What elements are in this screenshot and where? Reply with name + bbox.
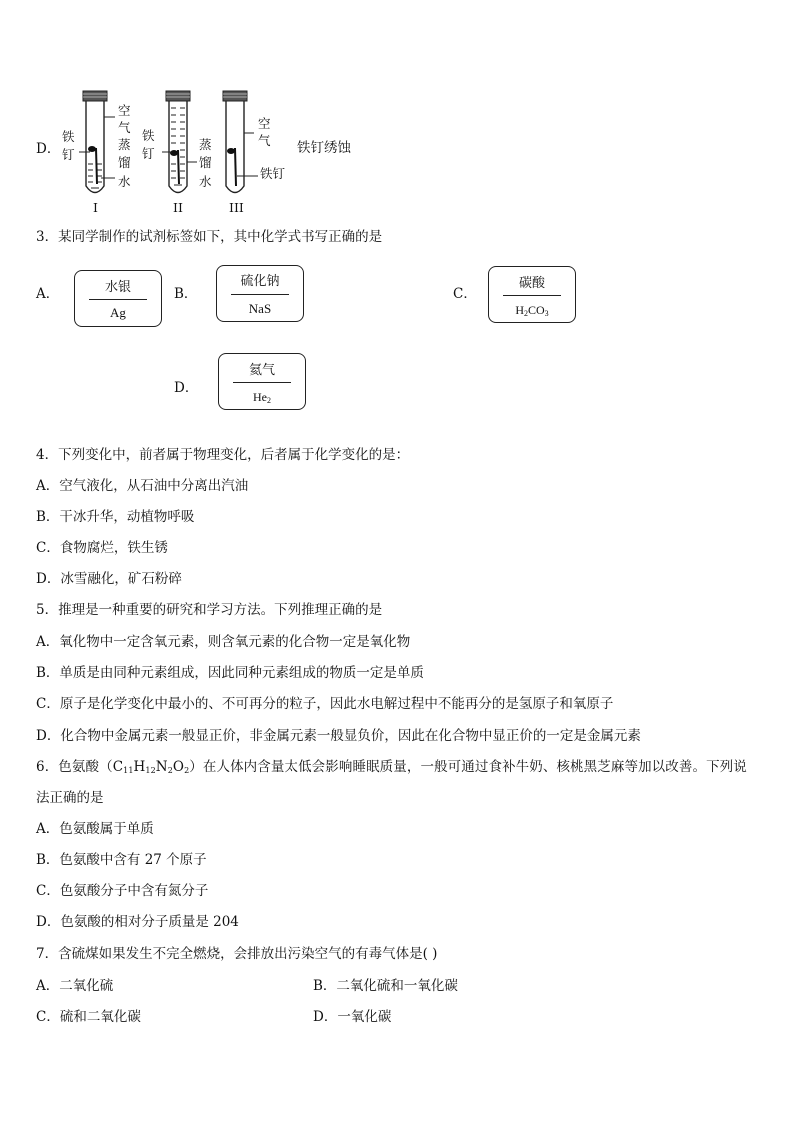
q2-d-option-label: D． bbox=[36, 141, 61, 157]
tube2-water-label-2: 馏 bbox=[199, 155, 212, 170]
q6-stem-line2: 法正确的是 bbox=[36, 790, 104, 806]
q4-option-d: D．冰雪融化，矿石粉碎 bbox=[36, 571, 182, 587]
q7-stem: 7．含硫煤如果发生不完全燃烧，会排放出污染空气的有毒气体是( ) bbox=[36, 946, 438, 962]
tube2-roman: II bbox=[173, 200, 183, 215]
q3-option-c-label: C． bbox=[453, 286, 477, 302]
tube3-air-label-2: 气 bbox=[258, 133, 271, 148]
tube1-roman: I bbox=[93, 200, 98, 215]
reagent-c-divider bbox=[503, 295, 561, 296]
rust-result-text: 铁钉绣蚀 bbox=[297, 140, 351, 156]
tube2-water-label-3: 水 bbox=[199, 174, 212, 189]
q5-option-d: D．化合物中金属元素一般显正价，非金属元素一般显负价，因此在化合物中显正价的一定是金属元素 bbox=[36, 728, 641, 744]
reagent-a-name: 水银 bbox=[104, 280, 131, 295]
tube1-air-label-2: 气 bbox=[118, 120, 131, 135]
tube-1 bbox=[79, 91, 115, 193]
tube1-air-label-1: 空 bbox=[118, 103, 131, 118]
q5-option-a: A．氧化物中一定含氧元素，则含氧元素的化合物一定是氧化物 bbox=[36, 634, 411, 650]
q4-option-c: C．食物腐烂，铁生锈 bbox=[36, 540, 168, 556]
reagent-a-formula: Ag bbox=[110, 305, 126, 320]
reagent-d-formula: $He_2$ bbox=[253, 390, 271, 405]
reagent-label-c bbox=[488, 266, 576, 323]
tube1-water-label-1: 蒸 bbox=[118, 137, 131, 152]
reagent-d-divider bbox=[233, 382, 291, 383]
q7-option-a: A．二氧化硫 bbox=[36, 978, 114, 994]
q5-stem: 5．推理是一种重要的研究和学习方法。下列推理正确的是 bbox=[36, 602, 383, 618]
reagent-label-a bbox=[74, 270, 162, 327]
q4-option-b: B．干冰升华，动植物呼吸 bbox=[36, 509, 195, 525]
q6-option-b: B．色氨酸中含有 27 个原子 bbox=[36, 852, 207, 868]
water-dashes-1 bbox=[88, 164, 102, 188]
q6-option-a: A．色氨酸属于单质 bbox=[36, 821, 154, 837]
reagent-label-b bbox=[216, 265, 304, 322]
reagent-c-formula: $H_2CO_3$ bbox=[515, 303, 549, 318]
q6-stem: 6．色氨酸$(C_{11}H_{12}N_2O_2)$在人体内含量太低会影响睡眠质量，一般可通过食补牛奶、核桃黑芝麻等加以改善。下列说 bbox=[36, 759, 747, 775]
q3-stem: 3．某同学制作的试剂标签如下，其中化学式书写正确的是 bbox=[36, 229, 383, 245]
q5-option-c: C．原子是化学变化中最小的、不可再分的粒子，因此水电解过程中不能再分的是氢原子和氧原子 bbox=[36, 696, 614, 712]
reagent-b-name: 硫化钠 bbox=[240, 274, 280, 289]
tube-2 bbox=[162, 91, 197, 193]
q3-option-a-label: A． bbox=[36, 286, 60, 302]
reagent-a-divider bbox=[89, 299, 147, 300]
q7-option-d: D．一氧化碳 bbox=[313, 1009, 392, 1025]
reagent-b-formula: NaS bbox=[248, 301, 272, 316]
tube2-water-label-1: 蒸 bbox=[199, 137, 212, 152]
q6-option-c: C．色氨酸分子中含有氮分子 bbox=[36, 883, 209, 899]
q3-option-b-label: B． bbox=[174, 286, 198, 302]
tube2-nail-label-1: 铁 bbox=[142, 128, 155, 143]
reagent-b-divider bbox=[231, 294, 289, 295]
reagent-d-name: 氦气 bbox=[248, 363, 275, 378]
q7-option-b: B．二氧化硫和一氧化碳 bbox=[313, 978, 458, 994]
tube3-nail-label: 铁钉 bbox=[260, 166, 286, 181]
q6-option-d: D．色氨酸的相对分子质量是 204 bbox=[36, 914, 239, 930]
q7-option-c: C．硫和二氧化碳 bbox=[36, 1009, 141, 1025]
q4-stem: 4．下列变化中，前者属于物理变化，后者属于化学变化的是： bbox=[36, 447, 410, 463]
tube3-roman: III bbox=[229, 200, 244, 215]
q5-option-b: B．单质是由同种元素组成，因此同种元素组成的物质一定是单质 bbox=[36, 665, 424, 681]
tube1-water-label-3: 水 bbox=[118, 174, 131, 189]
reagent-label-d bbox=[218, 353, 306, 410]
q3-option-d-label: D． bbox=[174, 380, 199, 396]
tube1-nail-label-2: 钉 bbox=[62, 147, 75, 162]
reagent-c-name: 碳酸 bbox=[518, 276, 545, 291]
tube-3 bbox=[223, 91, 258, 193]
tube1-water-label-2: 馏 bbox=[118, 155, 131, 170]
q4-option-a: A．空气液化，从石油中分离出汽油 bbox=[36, 478, 249, 494]
tube2-nail-label-2: 钉 bbox=[142, 146, 155, 161]
tube1-nail-label-1: 铁 bbox=[62, 129, 75, 144]
tube3-air-label-1: 空 bbox=[258, 116, 271, 131]
